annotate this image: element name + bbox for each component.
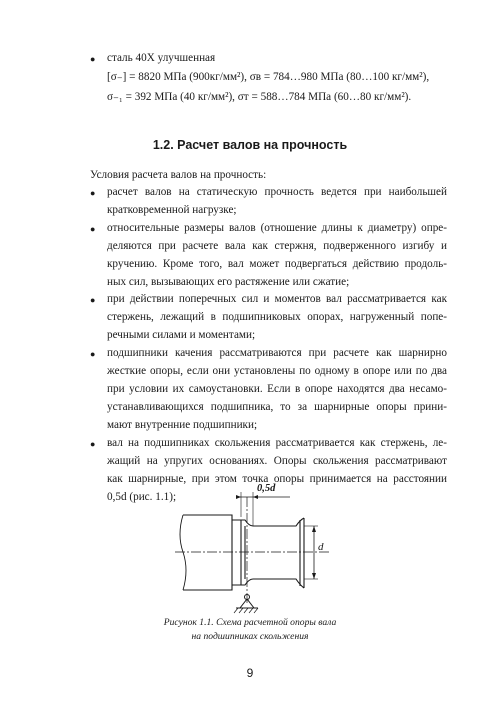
steel-line-2: σ₋₁ = 392 МПа (40 кг/мм²), σт = 588…784 МПа (60…80 кг/мм²). bbox=[107, 91, 412, 103]
dimension-label-05d: 0,5d bbox=[257, 483, 276, 494]
bullet-5-line-1: вал на подшипниках скольжения рассматривается как стержень, ле- bbox=[107, 437, 447, 449]
bullet-4-line-4: устанавливающихся подшипника, то за шарнирные опоры прини- bbox=[107, 401, 447, 413]
page-number: 9 bbox=[246, 666, 254, 680]
steel-line-1: [σ₋] = 8820 МПа (900кг/мм²), σв = 784…980 МПа (80…100 кг/мм²), bbox=[107, 71, 430, 83]
bullet-marker: ● bbox=[90, 54, 96, 64]
bullet-marker: ● bbox=[90, 188, 96, 198]
bullet-3-line-3: речными силами и моментами; bbox=[107, 329, 256, 341]
bullet-marker: ● bbox=[90, 224, 96, 234]
bullet-4-line-5: мают внутренние подшипники; bbox=[107, 419, 258, 431]
dimension-label-d: d bbox=[318, 541, 324, 553]
bullet-5-line-3: как шарнирные, при этом точка опоры принимается на расстоянии bbox=[107, 473, 447, 485]
steel-title: сталь 40Х улучшенная bbox=[107, 52, 216, 64]
bullet-5-line-4: 0,5d (рис. 1.1); bbox=[107, 491, 177, 503]
bullet-2-line-4: ных сил, вызывающих его растяжение или сжатие; bbox=[107, 276, 350, 288]
intro-text: Условия расчета валов на прочность: bbox=[90, 169, 267, 181]
bullet-marker: ● bbox=[90, 349, 96, 359]
bullet-1-line-2: кратковременной нагрузке; bbox=[107, 204, 237, 216]
bullet-3-line-1: при действии поперечных сил и моментов вал рассматривается как bbox=[107, 293, 447, 305]
bullet-5-line-2: жащий на упругих основаниях. Опоры скольжения рассматривают bbox=[107, 455, 447, 467]
bullet-1-line-1: расчет валов на статическую прочность ведется при наибольшей bbox=[107, 186, 447, 198]
bullet-4-line-3: при условии их самоустановки. Если в опоре находятся два несамо- bbox=[107, 383, 447, 395]
bullet-2-line-1: относительные размеры валов (отношение длины к диаметру) опре- bbox=[107, 222, 447, 234]
figure-caption-line-2: на подшипниках скольжения bbox=[191, 631, 309, 642]
bullet-marker: ● bbox=[90, 295, 96, 305]
bullet-marker: ● bbox=[90, 439, 96, 449]
bullet-4-line-2: жесткие опоры, если они установлены по одному в опоре или по два bbox=[107, 365, 447, 377]
bullet-3-line-2: стержень, лежащий в подшипниковых опорах, нагруженный попе- bbox=[107, 311, 447, 323]
bullet-2-line-3: кручению. Кроме того, вал может подвергаться действию продоль- bbox=[107, 258, 447, 270]
bullet-2-line-2: деляются при расчете вала как стержня, подверженного изгибу и bbox=[107, 240, 447, 252]
bullet-4-line-1: подшипники качения рассматриваются при расчете как шарнирно bbox=[107, 347, 447, 359]
figure-caption-line-1: Рисунок 1.1. Схема расчетной опоры вала bbox=[163, 617, 337, 628]
section-heading: 1.2. Расчет валов на прочность bbox=[152, 138, 348, 152]
